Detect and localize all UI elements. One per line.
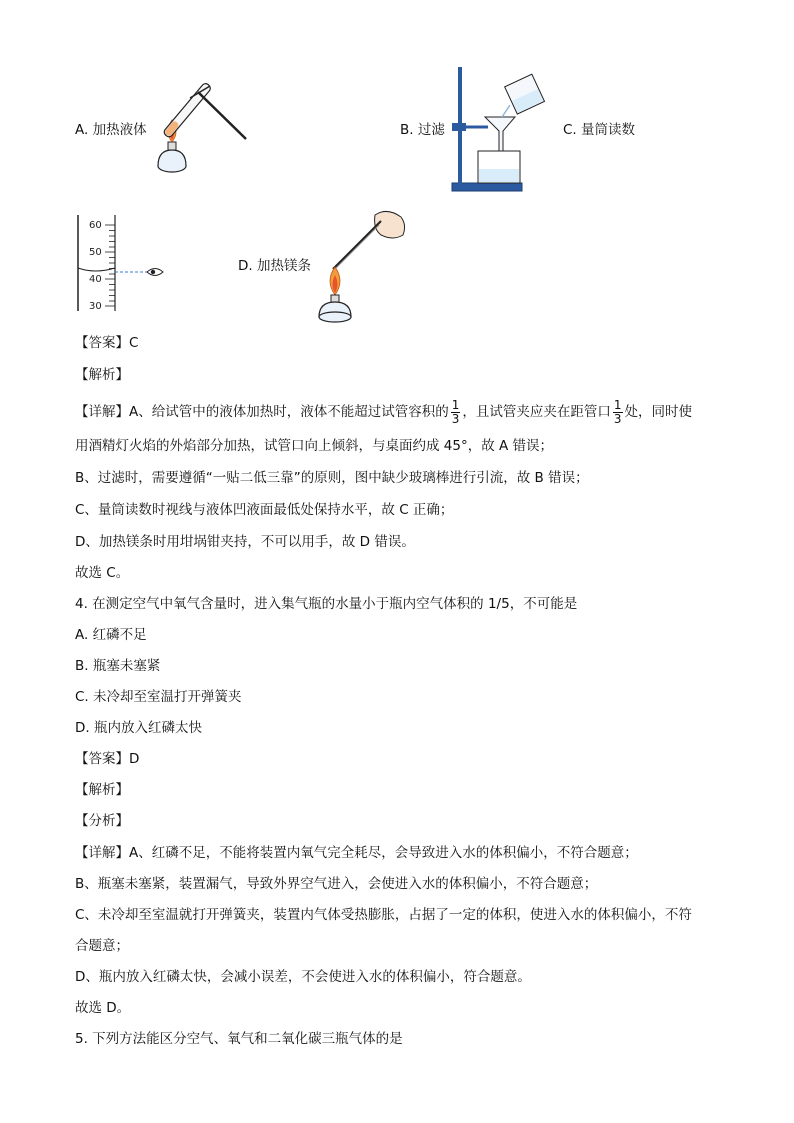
q3-conclusion: 故选 C。 bbox=[75, 565, 130, 581]
heating-magnesium-figure bbox=[315, 205, 415, 325]
cylinder-tick-60: 60 bbox=[89, 220, 102, 231]
q3-line-d: D、加热镁条时用坩埚钳夹持，不可以用手，故 D 错误。 bbox=[75, 534, 415, 550]
q4-line-d: D、瓶内放入红磷太快，会减小误差，不会使进入水的体积偏小，符合题意。 bbox=[75, 969, 531, 985]
q4-conclusion: 故选 D。 bbox=[75, 1000, 131, 1016]
q3-detail-part2: ，且试管夹应夹在距管口 bbox=[462, 404, 611, 420]
cylinder-tick-40: 40 bbox=[89, 274, 102, 285]
q4-analysis-heading: 【解析】 bbox=[75, 782, 129, 798]
q4-line-c2: 合题意； bbox=[75, 938, 129, 954]
q3-analysis-heading: 【解析】 bbox=[75, 367, 129, 383]
cylinder-reading-figure bbox=[75, 215, 170, 315]
q4-line-a: 【详解】A、红磷不足，不能将装置内氧气完全耗尽，会导致进入水的体积偏小，不符合题意； bbox=[75, 845, 638, 861]
fraction-one-third: $\frac{1}{3}$ bbox=[451, 397, 460, 426]
q3-detail-part1: 【详解】A、给试管中的液体加热时，液体不能超过试管容积的 bbox=[75, 404, 449, 420]
option-d-label: D. 加热镁条 bbox=[238, 258, 311, 274]
cylinder-tick-30: 30 bbox=[89, 301, 102, 312]
q4-analysis-sub: 【分析】 bbox=[75, 813, 129, 829]
q4-stem: 4. 在测定空气中氧气含量时，进入集气瓶的水量小于瓶内空气体积的 1/5，不可能是 bbox=[75, 596, 578, 612]
q4-answer: 【答案】D bbox=[75, 751, 140, 767]
q3-detail-part3: 处，同时使 bbox=[624, 404, 693, 420]
q4-option-c: C. 未冷却至室温打开弹簧夹 bbox=[75, 689, 242, 705]
q4-option-a: A. 红磷不足 bbox=[75, 627, 147, 643]
q4-option-b: B. 瓶塞未塞紧 bbox=[75, 658, 161, 674]
q4-line-c1: C、未冷却至室温就打开弹簧夹，装置内气体受热膨胀，占据了一定的体积，使进入水的体积偏小，不符 bbox=[75, 907, 692, 923]
heating-liquid-figure bbox=[150, 84, 250, 179]
q3-line-b: B、过滤时，需要遵循“一贴二低三靠”的原则，图中缺少玻璃棒进行引流，故 B 错误； bbox=[75, 470, 589, 486]
q4-option-d: D. 瓶内放入红磷太快 bbox=[75, 720, 202, 736]
q3-detail-line2: 用酒精灯火焰的外焰部分加热，试管口向上倾斜，与桌面约成 45°，故 A 错误； bbox=[75, 438, 554, 454]
option-c-label: C. 量筒读数 bbox=[563, 122, 636, 138]
q3-answer: 【答案】C bbox=[75, 335, 139, 351]
option-b-label: B. 过滤 bbox=[400, 122, 445, 138]
q5-stem: 5. 下列方法能区分空气、氧气和二氧化碳三瓶气体的是 bbox=[75, 1031, 403, 1047]
q4-line-b: B、瓶塞未塞紧，装置漏气，导致外界空气进入，会使进入水的体积偏小，不符合题意； bbox=[75, 876, 598, 892]
q3-detail-line1 bbox=[75, 398, 692, 426]
cylinder-tick-50: 50 bbox=[89, 247, 102, 258]
fraction-one-third-2: $\frac{1}{3}$ bbox=[613, 397, 622, 426]
option-a-label: A. 加热液体 bbox=[75, 122, 147, 138]
q3-line-c: C、量筒读数时视线与液体凹液面最低处保持水平，故 C 正确； bbox=[75, 502, 454, 518]
filtration-figure bbox=[450, 65, 550, 195]
